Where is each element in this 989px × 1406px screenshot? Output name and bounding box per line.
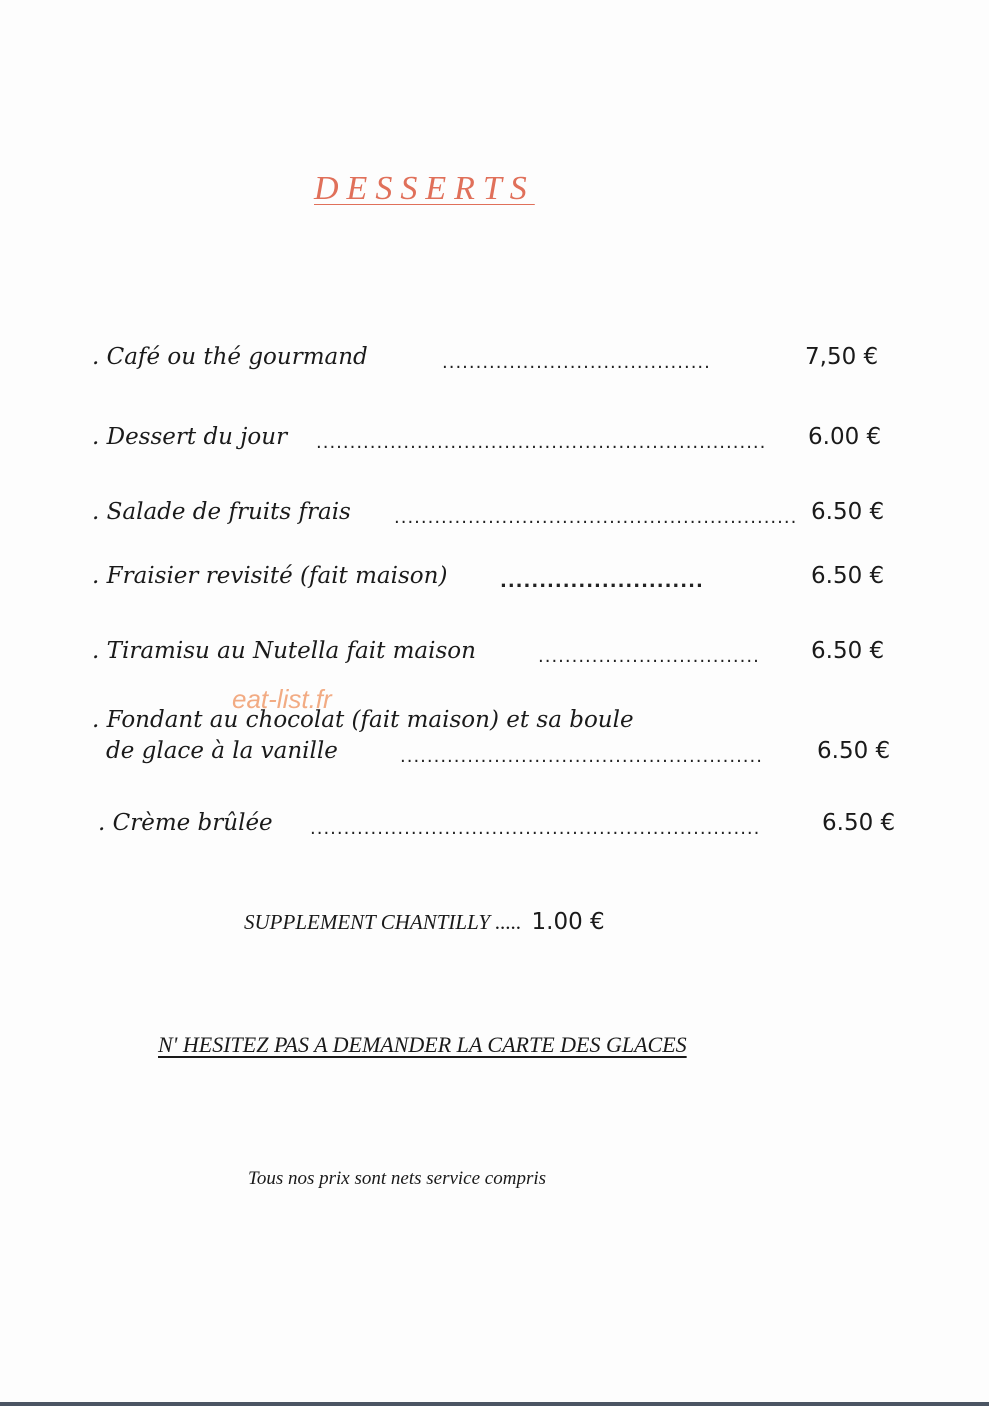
menu-item-label: . Dessert du jour	[92, 424, 288, 450]
menu-item-label: . Tiramisu au Nutella fait maison	[92, 638, 476, 664]
supplement-price: 1.00 €	[531, 909, 605, 935]
dot-leader: .................................	[538, 646, 760, 667]
menu-item-price: 6.50 €	[811, 638, 885, 664]
watermark: eat-list.fr	[232, 684, 332, 714]
dot-leader: ...................................................................	[310, 818, 761, 839]
menu-item-label: . Fraisier revisité (fait maison)	[92, 563, 448, 589]
menu-item-price: 6.50 €	[817, 738, 891, 764]
dot-leader: ..........................	[500, 571, 704, 592]
page-title: DESSERTS	[314, 170, 535, 207]
menu-item-price: 6.50 €	[822, 810, 896, 836]
dot-leader: ............................................................	[394, 507, 798, 528]
menu-item-label: . Café ou thé gourmand	[92, 344, 368, 370]
menu-item-label: . Fondant au chocolat (fait maison) et sa boule	[92, 707, 634, 733]
price-footnote: Tous nos prix sont nets service compris	[248, 1168, 547, 1189]
dot-leader: ...................................................................	[316, 432, 767, 453]
menu-item-price: 6.50 €	[811, 499, 885, 525]
menu-item-price: 6.50 €	[811, 563, 885, 589]
menu-item-label-continued: de glace à la vanille	[106, 738, 338, 764]
bottom-edge-rule	[0, 1402, 989, 1406]
menu-item-price: 7,50 €	[805, 344, 879, 370]
menu-item-label: . Crème brûlée	[98, 810, 273, 836]
ice-cream-notice: N' HESITEZ PAS A DEMANDER LA CARTE DES GLACES	[158, 1032, 687, 1057]
supplement-label: SUPPLEMENT CHANTILLY .....	[244, 910, 522, 934]
dot-leader: ......................................................	[400, 746, 763, 767]
menu-item-label: . Salade de fruits frais	[92, 499, 351, 525]
menu-item-price: 6.00 €	[808, 424, 882, 450]
supplement-line	[244, 909, 605, 935]
dot-leader: ........................................	[442, 352, 711, 373]
